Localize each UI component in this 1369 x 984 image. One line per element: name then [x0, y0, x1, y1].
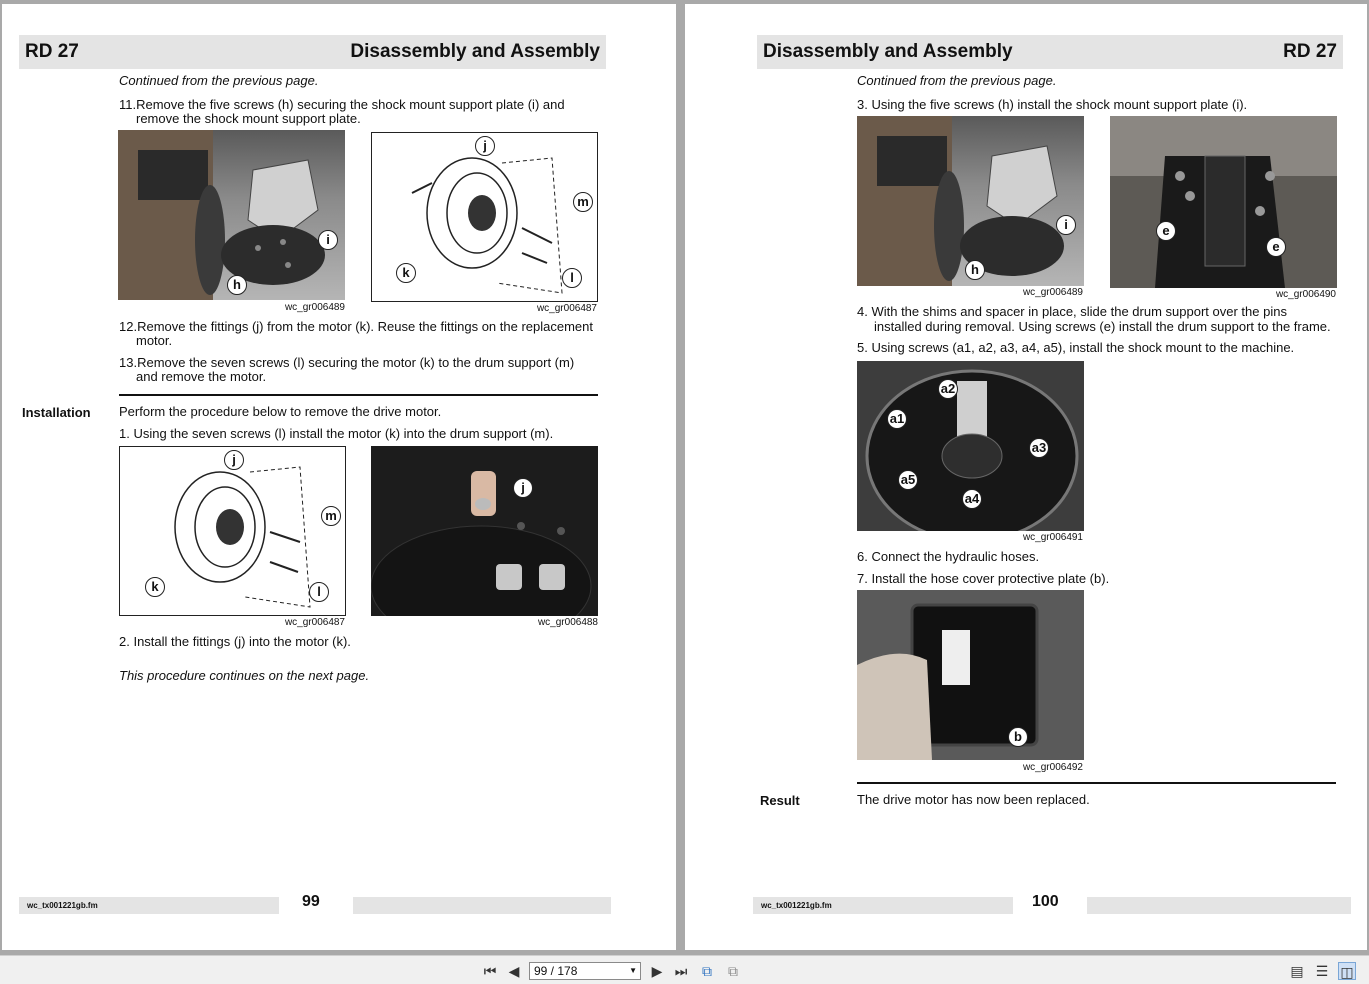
footer-bar-right [353, 897, 611, 914]
fittings-photo [371, 446, 598, 616]
step-12-line1: 12.Remove the fittings (j) from the motor (k). Reuse the fittings on the replacement [119, 319, 593, 334]
result-label: Result [760, 793, 800, 808]
callout-a5: a5 [898, 470, 918, 490]
callout-l-2: l [309, 582, 329, 602]
shock-mount-drawing [118, 130, 345, 300]
single-page-icon[interactable]: ▤ [1290, 963, 1304, 979]
next-page-icon[interactable]: ▶ [651, 963, 663, 979]
fit-width-icon[interactable]: ⧉ [728, 963, 738, 979]
continued-note: Continued from the previous page. [857, 73, 1057, 88]
hose-cover-photo [857, 590, 1084, 760]
shock-mount-photo [118, 130, 345, 300]
callout-h: h [227, 275, 247, 295]
viewer-toolbar [0, 955, 1369, 984]
drum-support-drawing [1110, 116, 1337, 288]
fittings-drawing [371, 446, 598, 616]
footer-bar-right [1087, 897, 1351, 914]
fig1-caption: wc_gr006489 [284, 302, 345, 313]
callout-j: j [475, 136, 495, 156]
chevron-down-icon[interactable]: ▼ [629, 966, 637, 975]
fig7-caption: wc_gr006491 [1022, 532, 1083, 543]
right-page [685, 4, 1367, 950]
callout-a1: a1 [887, 409, 907, 429]
step-7: 7. Install the hose cover protective plate (b). [857, 571, 1110, 586]
step-6: 6. Connect the hydraulic hoses. [857, 549, 1040, 564]
step-4-line1: 4. With the shims and spacer in place, slide the drum support over the pins [857, 304, 1287, 319]
callout-m: m [573, 192, 593, 212]
footer-file-name: wc_tx001221gb.fm [753, 897, 1013, 914]
last-page-icon[interactable]: ⏭ [674, 963, 688, 979]
fig8-caption: wc_gr006492 [1022, 762, 1083, 773]
fig4-caption: wc_gr006488 [537, 617, 598, 628]
callout-e: e [1156, 221, 1176, 241]
drum-support-photo [1110, 116, 1337, 288]
installation-intro: Perform the procedure below to remove the drive motor. [119, 404, 442, 419]
left-page [2, 4, 676, 950]
callout-b: b [1008, 727, 1028, 747]
callout-j-3: j [513, 478, 533, 498]
step-4-line2: installed during removal. Using screws (e) install the drum support to the frame. [874, 319, 1331, 334]
first-page-icon[interactable]: ⏮ [483, 963, 497, 979]
callout-a4: a4 [962, 489, 982, 509]
callout-j-2: j [224, 450, 244, 470]
callout-k: k [396, 263, 416, 283]
section-divider [857, 782, 1336, 784]
prev-page-icon[interactable]: ◀ [508, 963, 520, 979]
installation-label: Installation [22, 405, 91, 420]
page-number: 100 [1032, 893, 1059, 910]
two-page-icon[interactable]: ◫ [1338, 962, 1356, 980]
header-title: Disassembly and Assembly [763, 41, 1013, 62]
step-5: 5. Using screws (a1, a2, a3, a4, a5), install the shock mount to the machine. [857, 340, 1295, 355]
section-divider [119, 394, 598, 396]
install-step-1: 1. Using the seven screws (l) install the motor (k) into the drum support (m). [119, 426, 554, 441]
hose-cover-drawing [857, 590, 1084, 760]
header-title: Disassembly and Assembly [350, 41, 600, 62]
footer-file-name: wc_tx001221gb.fm [19, 897, 279, 914]
step-3: 3. Using the five screws (h) install the shock mount support plate (i). [857, 97, 1248, 112]
continued-note: Continued from the previous page. [119, 73, 319, 88]
fit-page-icon[interactable]: ⧉ [702, 963, 712, 979]
callout-a2: a2 [938, 379, 958, 399]
callout-k-2: k [145, 577, 165, 597]
step-11-line2: remove the shock mount support plate. [136, 111, 361, 126]
step-11-line1: 11.Remove the five screws (h) securing the shock mount support plate (i) and [119, 97, 565, 112]
callout-a3: a3 [1029, 438, 1049, 458]
page-number: 99 [302, 893, 320, 910]
callout-e-2: e [1266, 237, 1286, 257]
fig5-caption: wc_gr006489 [1022, 287, 1083, 298]
continues-note: This procedure continues on the next page. [119, 668, 370, 683]
step-13-line2: and remove the motor. [136, 369, 267, 384]
callout-i: i [1056, 215, 1076, 235]
fig2-caption: wc_gr006487 [536, 303, 597, 314]
page-header [19, 35, 606, 69]
fig3-caption: wc_gr006487 [284, 617, 345, 628]
callout-m-2: m [321, 506, 341, 526]
install-step-2: 2. Install the fittings (j) into the motor (k). [119, 634, 351, 649]
page-header [757, 35, 1343, 69]
header-model: RD 27 [1283, 41, 1337, 62]
continuous-page-icon[interactable]: ☰ [1315, 963, 1329, 979]
page-indicator: 99 / 178 [534, 964, 578, 978]
page-number-field[interactable] [529, 962, 641, 980]
step-12-line2: motor. [136, 333, 173, 348]
fig6-caption: wc_gr006490 [1275, 289, 1336, 300]
callout-l: l [562, 268, 582, 288]
callout-h: h [965, 260, 985, 280]
result-text: The drive motor has now been replaced. [857, 792, 1090, 807]
header-model: RD 27 [25, 41, 79, 62]
step-13-line1: 13.Remove the seven screws (l) securing the motor (k) to the drum support (m) [119, 355, 575, 370]
callout-i: i [318, 230, 338, 250]
